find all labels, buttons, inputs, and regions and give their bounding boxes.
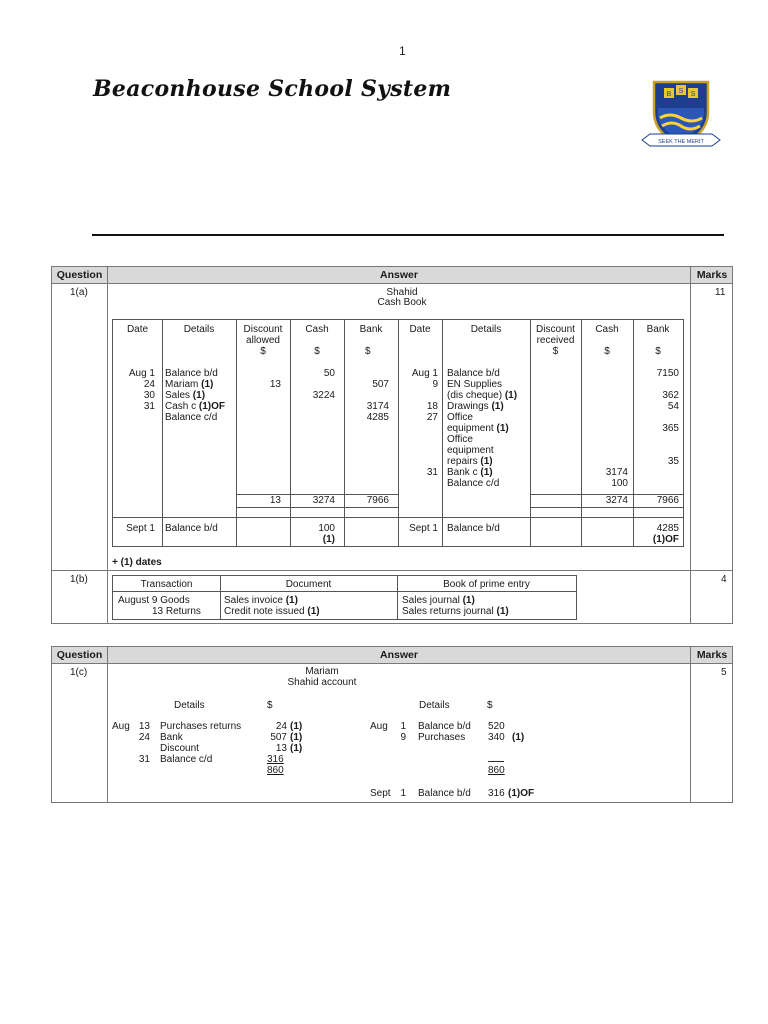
ledger-month: Sept (370, 788, 391, 799)
ledger-amount: 507 (270, 732, 287, 743)
debit-details: Balance b/d (165, 368, 218, 379)
question-label-1b: 1(b) (70, 574, 88, 585)
credit-details: Office (447, 434, 473, 445)
answer-table-1 (51, 266, 733, 624)
cashbook-title: Cash Book (377, 297, 427, 308)
debit-cash: 3224 (312, 390, 335, 401)
marks-1c: 5 (721, 667, 727, 678)
debit-discount: 13 (269, 379, 281, 390)
cashbook-owner: Shahid (386, 287, 418, 298)
question-label-1c: 1(c) (70, 667, 88, 678)
balance-bd-bank: 4285 (656, 523, 679, 534)
col-cash-2: Cash (595, 324, 619, 335)
credit-cash: 3174 (605, 467, 628, 478)
total-cash-2: 3274 (605, 495, 628, 506)
col-date-2: Date (409, 324, 431, 335)
ledger-day: 24 (138, 732, 150, 743)
ledger-day: 1 (400, 788, 406, 799)
col-discount-received-2: received (536, 335, 575, 346)
credit-details: Office (447, 412, 473, 423)
credit-details: equipment (447, 445, 494, 456)
header-question: Question (56, 649, 103, 661)
header-answer: Answer (380, 269, 418, 281)
ledger-month: Aug (370, 721, 388, 732)
header-question: Question (56, 269, 103, 281)
col-details: Details (183, 324, 215, 335)
dates-footnote: + (1) dates (112, 557, 162, 568)
ledger-day: 31 (138, 754, 150, 765)
credit-details: equipment (1) (447, 423, 509, 434)
col-currency: $ (260, 346, 266, 357)
currency-header: $ (267, 700, 273, 711)
school-crest-logo (640, 78, 722, 150)
page-number: 1 (399, 44, 406, 58)
balance-bd-date: Sept 1 (126, 523, 155, 534)
balance-bd-cash-mark: (1) (322, 534, 335, 545)
ledger-details: Balance b/d (418, 788, 471, 799)
credit-date: 9 (432, 379, 438, 390)
credit-bank: 54 (667, 401, 679, 412)
answer-table-2 (51, 646, 733, 803)
credit-details: Balance c/d (447, 478, 500, 489)
ledger-credit-total: 860 (488, 765, 505, 776)
col-currency: $ (552, 346, 559, 357)
debit-bank: 3174 (366, 401, 389, 412)
ledger-mark: (1) (512, 732, 525, 743)
question-label-1a: 1(a) (70, 287, 88, 298)
book-cell: Sales journal (1) (402, 595, 475, 606)
ledger-mark: (1) (290, 721, 303, 732)
ledger-details: Balance c/d (160, 754, 213, 765)
balance-bd-bank-mark: (1)OF (652, 534, 679, 545)
col-transaction: Transaction (140, 579, 193, 590)
total-cash: 3274 (312, 495, 335, 506)
credit-bank: 7150 (656, 368, 679, 379)
balance-bd-details: Balance b/d (165, 523, 218, 534)
header-divider (92, 234, 724, 236)
balance-bd-details-2: Balance b/d (447, 523, 500, 534)
debit-details: Balance c/d (165, 412, 218, 423)
credit-details: (dis cheque) (1) (447, 390, 518, 401)
col-book-prime-entry: Book of prime entry (443, 579, 530, 590)
total-discount: 13 (269, 495, 281, 506)
col-currency: $ (365, 346, 371, 357)
school-name: Beaconhouse School System (93, 76, 452, 102)
document-cell: Sales invoice (1) (224, 595, 298, 606)
ledger-mark: (1)OF (508, 788, 535, 799)
total-bank: 7966 (366, 495, 389, 506)
credit-details: Bank c (1) (447, 467, 493, 478)
col-bank-2: Bank (646, 324, 670, 335)
ledger-amount: 316 (488, 788, 505, 799)
ledger-debit-total: 860 (267, 765, 284, 776)
ledger-amount: 13 (275, 743, 287, 754)
ledger-day: 9 (400, 732, 406, 743)
currency-header-2: $ (487, 700, 493, 711)
col-details-2: Details (470, 324, 502, 335)
crest-motto: SEEK THE MERIT (658, 139, 704, 145)
ledger-amount: 24 (275, 721, 287, 732)
marks-1a: 11 (715, 287, 726, 298)
ledger-day: 1 (400, 721, 406, 732)
header-answer: Answer (380, 649, 418, 661)
credit-date: 27 (426, 412, 438, 423)
debit-details: Cash c (1)OF (165, 401, 226, 412)
ledger-details: Discount (160, 743, 199, 754)
ledger-mark: (1) (290, 743, 303, 754)
transaction-cell: 13 Returns (152, 606, 201, 617)
balance-bd-cash: 100 (318, 523, 335, 534)
ledger-month: Aug (112, 721, 130, 732)
credit-date: 31 (426, 467, 438, 478)
details-header-2: Details (419, 700, 450, 711)
credit-details: EN Supplies (447, 379, 503, 390)
col-currency: $ (314, 346, 320, 357)
transaction-cell: August 9 Goods (118, 595, 190, 606)
ledger-details: Purchases (418, 732, 466, 743)
crest-letter-2: S (678, 88, 684, 95)
credit-bank: 35 (667, 456, 679, 467)
ledger-day: 13 (138, 721, 150, 732)
book-cell: Sales returns journal (1) (402, 606, 509, 617)
debit-bank: 4285 (366, 412, 389, 423)
credit-details: repairs (1) (447, 456, 493, 467)
credit-details: Balance b/d (447, 368, 500, 379)
ledger-mark: (1) (290, 732, 303, 743)
document-cell: Credit note issued (1) (224, 606, 320, 617)
debit-cash: 50 (323, 368, 335, 379)
header-marks: Marks (696, 269, 728, 281)
credit-date: Aug 1 (411, 368, 438, 379)
account-owner: Mariam (305, 666, 339, 677)
debit-details: Sales (1) (165, 390, 206, 401)
col-currency: $ (604, 346, 610, 357)
ledger-details: Purchases returns (160, 721, 242, 732)
account-title: Shahid account (287, 677, 357, 688)
debit-date: 30 (143, 390, 155, 401)
balance-bd-date-2: Sept 1 (409, 523, 438, 534)
ledger-details: Bank (160, 732, 183, 743)
credit-details: Drawings (1) (447, 401, 504, 412)
header-marks: Marks (696, 649, 728, 661)
credit-cash: 100 (611, 478, 628, 489)
col-discount-allowed-2: allowed (246, 335, 280, 346)
crest-letter-1: B (666, 91, 672, 98)
debit-date: Aug 1 (128, 368, 155, 379)
ledger-amount: 520 (488, 721, 505, 732)
debit-bank: 507 (372, 379, 389, 390)
marks-1b: 4 (721, 574, 727, 585)
ledger-details: Balance b/d (418, 721, 471, 732)
col-discount-allowed: Discount (243, 324, 283, 335)
col-bank: Bank (359, 324, 383, 335)
credit-date: 18 (426, 401, 438, 412)
debit-date: 31 (143, 401, 155, 412)
col-currency: $ (655, 346, 661, 357)
total-bank-2: 7966 (656, 495, 679, 506)
crest-letter-3: S (690, 91, 696, 98)
col-document: Document (285, 579, 332, 590)
col-date: Date (126, 324, 149, 335)
credit-bank: 365 (662, 423, 679, 434)
col-cash: Cash (305, 324, 329, 335)
col-discount-received: Discount (536, 324, 575, 335)
debit-details: Mariam (1) (165, 379, 214, 390)
ledger-amount: 316 (267, 754, 284, 765)
details-header: Details (174, 700, 205, 711)
ledger-amount: 340 (488, 732, 505, 743)
credit-bank: 362 (662, 390, 679, 401)
debit-date: 24 (143, 379, 155, 390)
